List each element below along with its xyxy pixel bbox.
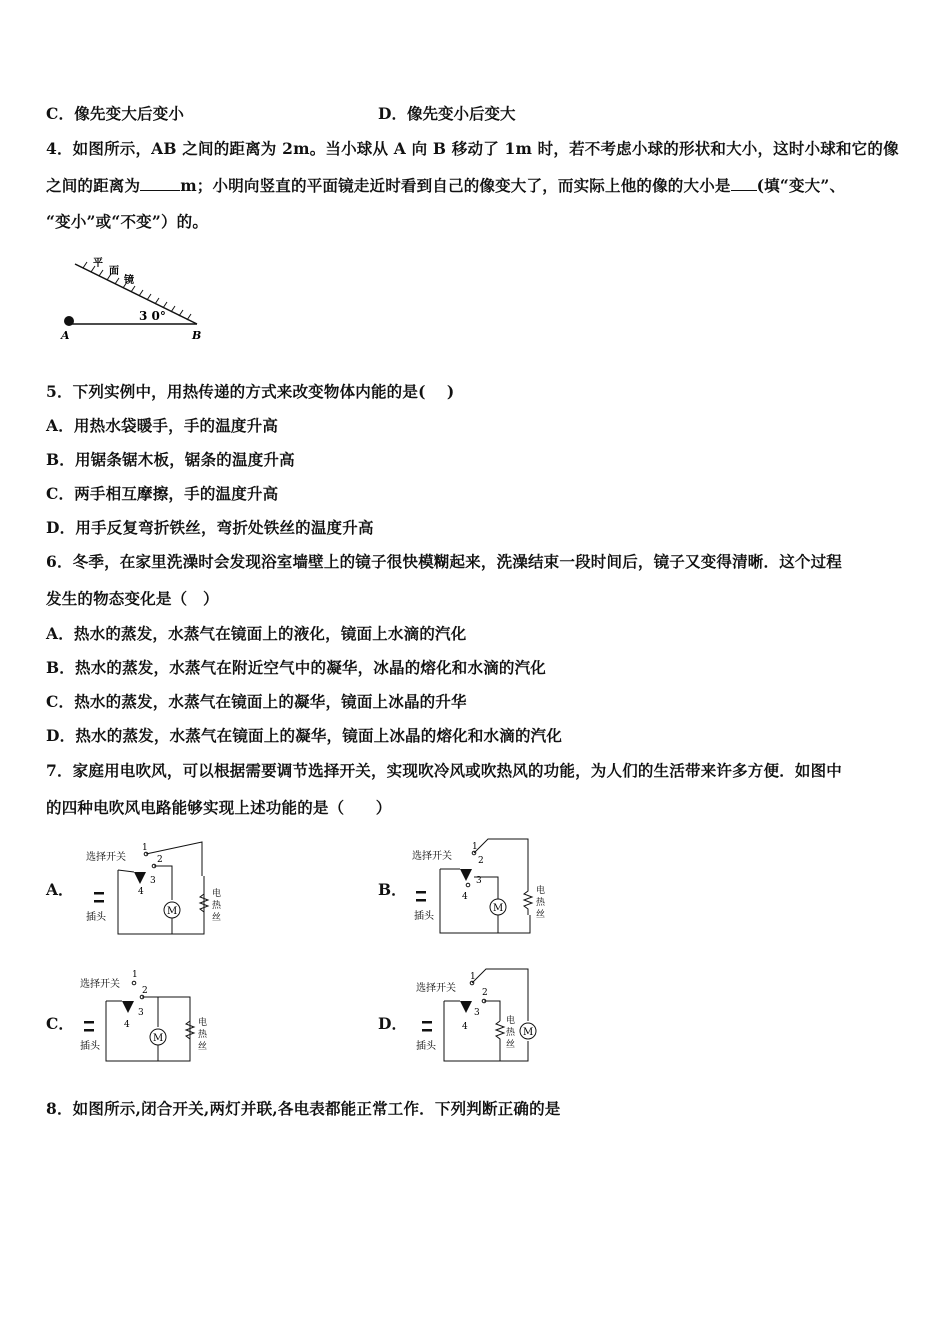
- plane-mirror-line: [75, 264, 197, 324]
- point-a-label: A: [61, 329, 70, 342]
- circuit-wires: [444, 1001, 528, 1061]
- q4-blank-1[interactable]: [140, 176, 180, 191]
- plug-pin-2: [84, 1029, 94, 1032]
- switch-slider: [460, 869, 472, 881]
- q6-stem-line1: 6．冬季，在家里洗澡时会发现浴室墙壁上的镜子很快模糊起来，洗澡结束一段时间后，镜子又变得清晰．这个过程: [46, 552, 842, 571]
- heater-label-3: 丝: [536, 910, 546, 920]
- heater-label-2: 热: [536, 898, 546, 908]
- q4-stem-line3: “变小”或“不变”）的。: [46, 212, 209, 231]
- plug-label: 插头: [80, 1041, 100, 1052]
- point-b-label: B: [192, 329, 202, 342]
- switch-wire-1: [146, 842, 202, 876]
- switch-label: 选择开关: [416, 983, 456, 994]
- switch-label: 选择开关: [86, 852, 126, 863]
- q6-stem-line2: 发生的物态变化是（ ）: [46, 589, 219, 608]
- q7-circuit-a: [82, 838, 232, 938]
- plug-pin-2: [94, 900, 104, 903]
- terminal-1: 1: [472, 842, 478, 852]
- terminal-3: 3: [476, 876, 482, 886]
- q4-blank-2[interactable]: [731, 176, 757, 191]
- motor-label: M: [523, 1027, 534, 1038]
- heater-label-2: 热: [212, 901, 222, 911]
- heater-label-1: 电: [536, 886, 546, 896]
- q6-option-d: D．热水的蒸发，水蒸气在镜面上的凝华，镜面上冰晶的熔化和水滴的汽化: [46, 726, 563, 745]
- q6-option-b: B．热水的蒸发，水蒸气在附近空气中的凝华，冰晶的熔化和水滴的汽化: [46, 658, 547, 677]
- switch-slider: [134, 872, 146, 884]
- contact-1: [132, 981, 136, 985]
- contact-4: [466, 883, 470, 887]
- q7-circuit-d: [410, 965, 560, 1065]
- q7-option-a-label: A．: [46, 880, 74, 899]
- heater-symbol: [496, 1021, 504, 1061]
- q4-stem-line2: [46, 174, 845, 196]
- terminal-4: 4: [138, 887, 144, 897]
- heater-label-3: 丝: [212, 913, 222, 923]
- plug-label: 插头: [414, 911, 434, 922]
- circuit-wires: [106, 997, 190, 1061]
- switch-slider: [122, 1001, 134, 1013]
- q7-stem-line1: 7．家庭用电吹风，可以根据需要调节选择开关，实现吹冷风或吹热风的功能，为人们的生活带来许多方便．如图中: [46, 761, 842, 780]
- switch-label: 选择开关: [412, 851, 452, 862]
- q7-circuit-b: [408, 835, 558, 935]
- q8-stem: 8．如图所示,闭合开关,两灯并联,各电表都能正常工作．下列判断正确的是: [46, 1099, 561, 1118]
- plug-pin-2: [422, 1029, 432, 1032]
- small-ball: [64, 316, 74, 326]
- q3-option-d: D．像先变小后变大: [378, 104, 516, 123]
- plug-pin-1: [94, 892, 104, 895]
- q5-stem: 5．下列实例中，用热传递的方式来改变物体内能的是( ): [46, 382, 455, 401]
- q5-option-d: D．用手反复弯折铁丝，弯折处铁丝的温度升高: [46, 518, 374, 537]
- q4-text-a: 之间的距离为: [46, 176, 141, 195]
- motor-label: M: [493, 903, 504, 914]
- terminal-2: 2: [478, 856, 484, 866]
- heater-label-1: 电: [506, 1016, 516, 1026]
- plug-label: 插头: [416, 1041, 436, 1052]
- heater-label-2: 热: [506, 1028, 516, 1038]
- terminal-4: 4: [462, 1022, 468, 1032]
- q5-option-c: C．两手相互摩擦，手的温度升高: [46, 484, 279, 503]
- terminal-2: 2: [157, 855, 163, 865]
- terminal-1: 1: [132, 970, 138, 980]
- terminal-2: 2: [142, 986, 148, 996]
- plug-pin-2: [416, 899, 426, 902]
- plug-pin-1: [84, 1021, 94, 1024]
- heater-label-3: 丝: [506, 1040, 516, 1050]
- q4-text-b: m；小明向竖直的平面镜走近时看到自己的像变大了，而实际上他的像的大小是: [180, 176, 731, 195]
- terminal-3: 3: [138, 1008, 144, 1018]
- heater-label-3: 丝: [198, 1042, 208, 1052]
- terminal-4: 4: [124, 1020, 130, 1030]
- terminal-1: 1: [470, 972, 476, 982]
- motor-label: M: [153, 1033, 164, 1044]
- mirror-hatching: [83, 262, 191, 320]
- heater-symbol: [524, 885, 532, 915]
- q7-option-d-label: D．: [378, 1014, 407, 1033]
- heater-label-1: 电: [212, 889, 222, 899]
- terminal-3: 3: [150, 876, 156, 886]
- q6-option-c: C．热水的蒸发，水蒸气在镜面上的凝华，镜面上冰晶的升华: [46, 692, 467, 711]
- q5-option-a: A．用热水袋暖手，手的温度升高: [46, 416, 279, 435]
- motor-label: M: [167, 906, 178, 917]
- q4-text-c: (填“变大”、: [756, 176, 846, 195]
- circuit-wires: [118, 866, 204, 934]
- q7-option-b-label: B．: [378, 880, 407, 899]
- q5-option-b: B．用锯条锯木板，锯条的温度升高: [46, 450, 295, 469]
- heater-label-2: 热: [198, 1030, 208, 1040]
- circuit-wires: [440, 869, 530, 933]
- plug-pin-1: [416, 891, 426, 894]
- q7-circuit-c: [76, 965, 226, 1065]
- terminal-4: 4: [462, 892, 468, 902]
- mirror-label-3: 镜: [124, 275, 134, 286]
- terminal-2: 2: [482, 988, 488, 998]
- q4-mirror-figure: [55, 250, 215, 345]
- q6-option-a: A．热水的蒸发，水蒸气在镜面上的液化，镜面上水滴的汽化: [46, 624, 467, 643]
- angle-label: 3 0°: [139, 309, 166, 323]
- plug-label: 插头: [86, 912, 106, 923]
- switch-slider: [460, 1001, 472, 1013]
- terminal-3: 3: [474, 1008, 480, 1018]
- q7-option-c-label: C．: [46, 1014, 74, 1033]
- q3-option-c: C．像先变大后变小: [46, 104, 185, 123]
- q7-stem-line2: 的四种电吹风电路能够实现上述功能的是（ ）: [46, 798, 392, 817]
- q4-stem-line1: 4．如图所示，AB 之间的距离为 2m。当小球从 A 向 B 移动了 1m 时，若不考虑小球的形状和大小，这时小球和它的像: [46, 139, 899, 158]
- plug-pin-1: [422, 1021, 432, 1024]
- heater-label-1: 电: [198, 1018, 208, 1028]
- terminal-1: 1: [142, 843, 148, 853]
- mirror-label-2: 面: [109, 266, 119, 277]
- mirror-label-1: 平: [93, 258, 103, 269]
- switch-label: 选择开关: [80, 979, 120, 990]
